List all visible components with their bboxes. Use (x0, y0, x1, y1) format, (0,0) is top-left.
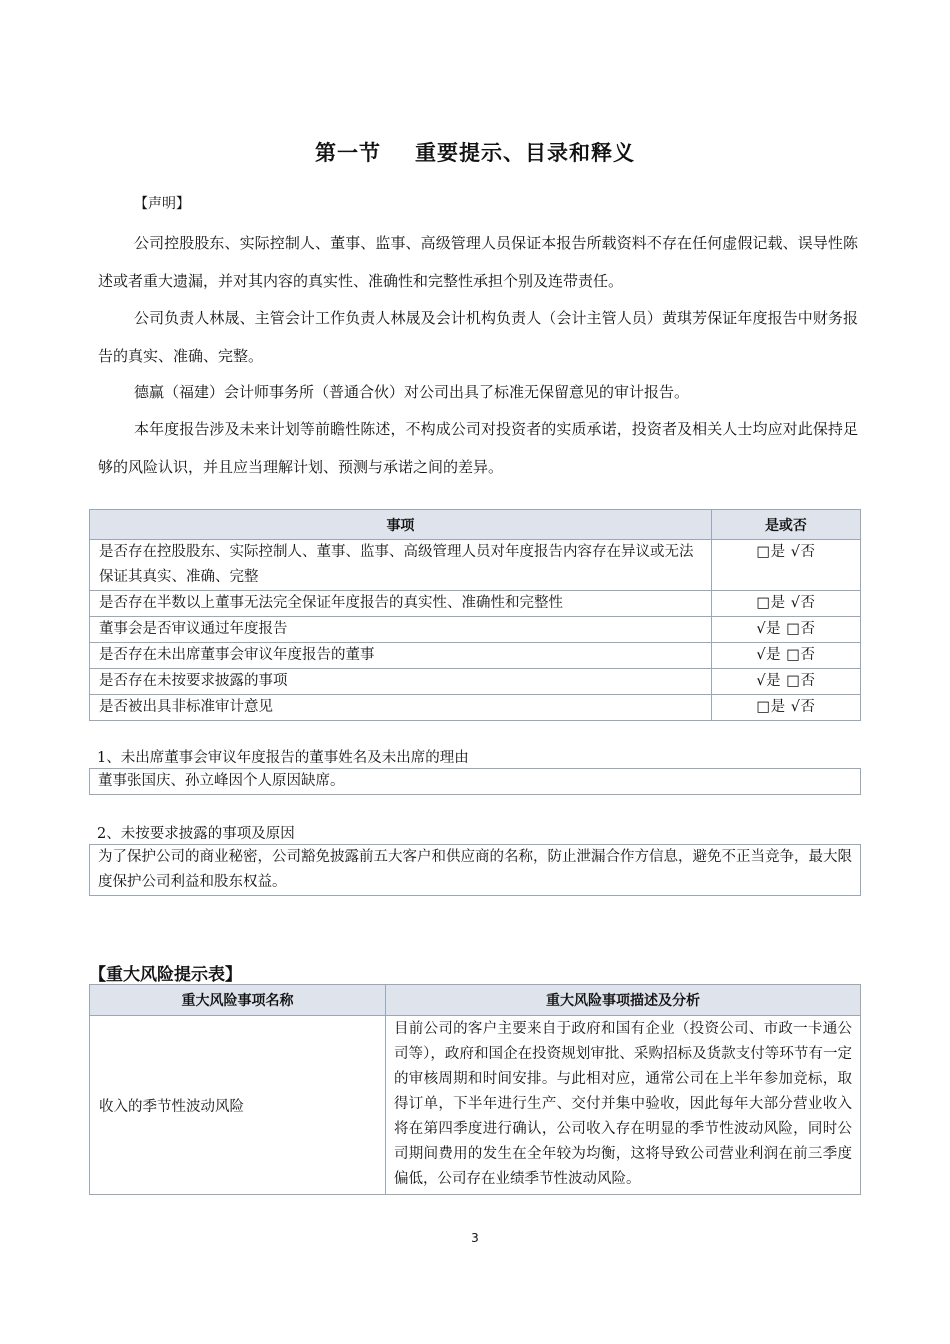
paragraph-2: 公司负责人林晟、主管会计工作负责人林晟及会计机构负责人（会计主管人员）黄琪芳保证年度报告中财务报告的真实、准确、完整。 (98, 309, 858, 365)
answer-cell: √是 □否 (711, 669, 860, 695)
header-risk-name: 重大风险事项名称 (90, 985, 386, 1016)
table-row (90, 591, 861, 617)
paragraph-3: 德赢（福建）会计师事务所（普通合伙）对公司出具了标准无保留意见的审计报告。 (134, 383, 690, 401)
header-answer: 是或否 (711, 510, 860, 540)
table-row (90, 695, 861, 721)
item-cell: 是否存在半数以上董事无法完全保证年度报告的真实性、准确性和完整性 (90, 591, 712, 617)
table-row (90, 1016, 861, 1195)
table-header-row (90, 510, 861, 540)
note-2-title: 2、未按要求披露的事项及原因 (97, 826, 295, 842)
item-cell: 是否存在未按要求披露的事项 (90, 669, 712, 695)
header-risk-desc: 重大风险事项描述及分析 (386, 985, 861, 1016)
risk-table-title: 【重大风险提示表】 (89, 965, 242, 985)
page-number: 3 (471, 1231, 479, 1245)
table-row (90, 643, 861, 669)
item-cell: 是否被出具非标准审计意见 (90, 695, 712, 721)
item-cell: 董事会是否审议通过年度报告 (90, 617, 712, 643)
risk-name-cell: 收入的季节性波动风险 (90, 1016, 386, 1195)
header-item: 事项 (90, 510, 712, 540)
item-cell: 是否存在未出席董事会审议年度报告的董事 (90, 643, 712, 669)
risk-table (89, 984, 861, 1195)
answer-cell: √是 □否 (711, 643, 860, 669)
paragraph-4: 本年度报告涉及未来计划等前瞻性陈述，不构成公司对投资者的实质承诺，投资者及相关人士均应对此保持足够的风险认识，并且应当理解计划、预测与承诺之间的差异。 (98, 420, 858, 476)
answer-cell: □是 √否 (711, 540, 860, 591)
table-row (90, 540, 861, 591)
paragraph-1: 公司控股股东、实际控制人、董事、监事、高级管理人员保证本报告所载资料不存在任何虚假记载、误导性陈述或者重大遗漏，并对其内容的真实性、准确性和完整性承担个别及连带责任。 (98, 234, 858, 290)
answer-cell: □是 √否 (711, 591, 860, 617)
items-table (89, 509, 861, 721)
section-heading: 重要提示、目录和释义 (415, 141, 635, 165)
table-row (90, 669, 861, 695)
section-number: 第一节 (315, 141, 381, 165)
section-title (0, 137, 950, 167)
risk-desc-cell: 目前公司的客户主要来自于政府和国有企业（投资公司、市政一卡通公司等），政府和国企在投资规划审批、采购招标及货款支付等环节有一定的审核周期和时间安排。与此相对应，通常公司在上半年参加竞标，取得订单，下半年进行生产、交付并集中验收，因此每年大部分营业收入将在第四季度进行确认，公司收入存在明显的季节性波动风险，同时公司期间费用的发生在全年较为均衡，这将导致公司营业利润在前三季度偏低，公司存在业绩季节性波动风险。 (386, 1016, 861, 1195)
statement-label: 【声明】 (134, 196, 190, 212)
note-1-box: 董事张国庆、孙立峰因个人原因缺席。 (89, 768, 861, 795)
note-1-title: 1、未出席董事会审议年度报告的董事姓名及未出席的理由 (97, 750, 469, 766)
item-cell: 是否存在控股股东、实际控制人、董事、监事、高级管理人员对年度报告内容存在异议或无法保证其真实、准确、完整 (90, 540, 712, 591)
answer-cell: √是 □否 (711, 617, 860, 643)
table-header-row (90, 985, 861, 1016)
answer-cell: □是 √否 (711, 695, 860, 721)
note-2-box: 为了保护公司的商业秘密，公司豁免披露前五大客户和供应商的名称，防止泄漏合作方信息，避免不正当竞争，最大限度保护公司利益和股东权益。 (89, 844, 861, 896)
table-row (90, 617, 861, 643)
